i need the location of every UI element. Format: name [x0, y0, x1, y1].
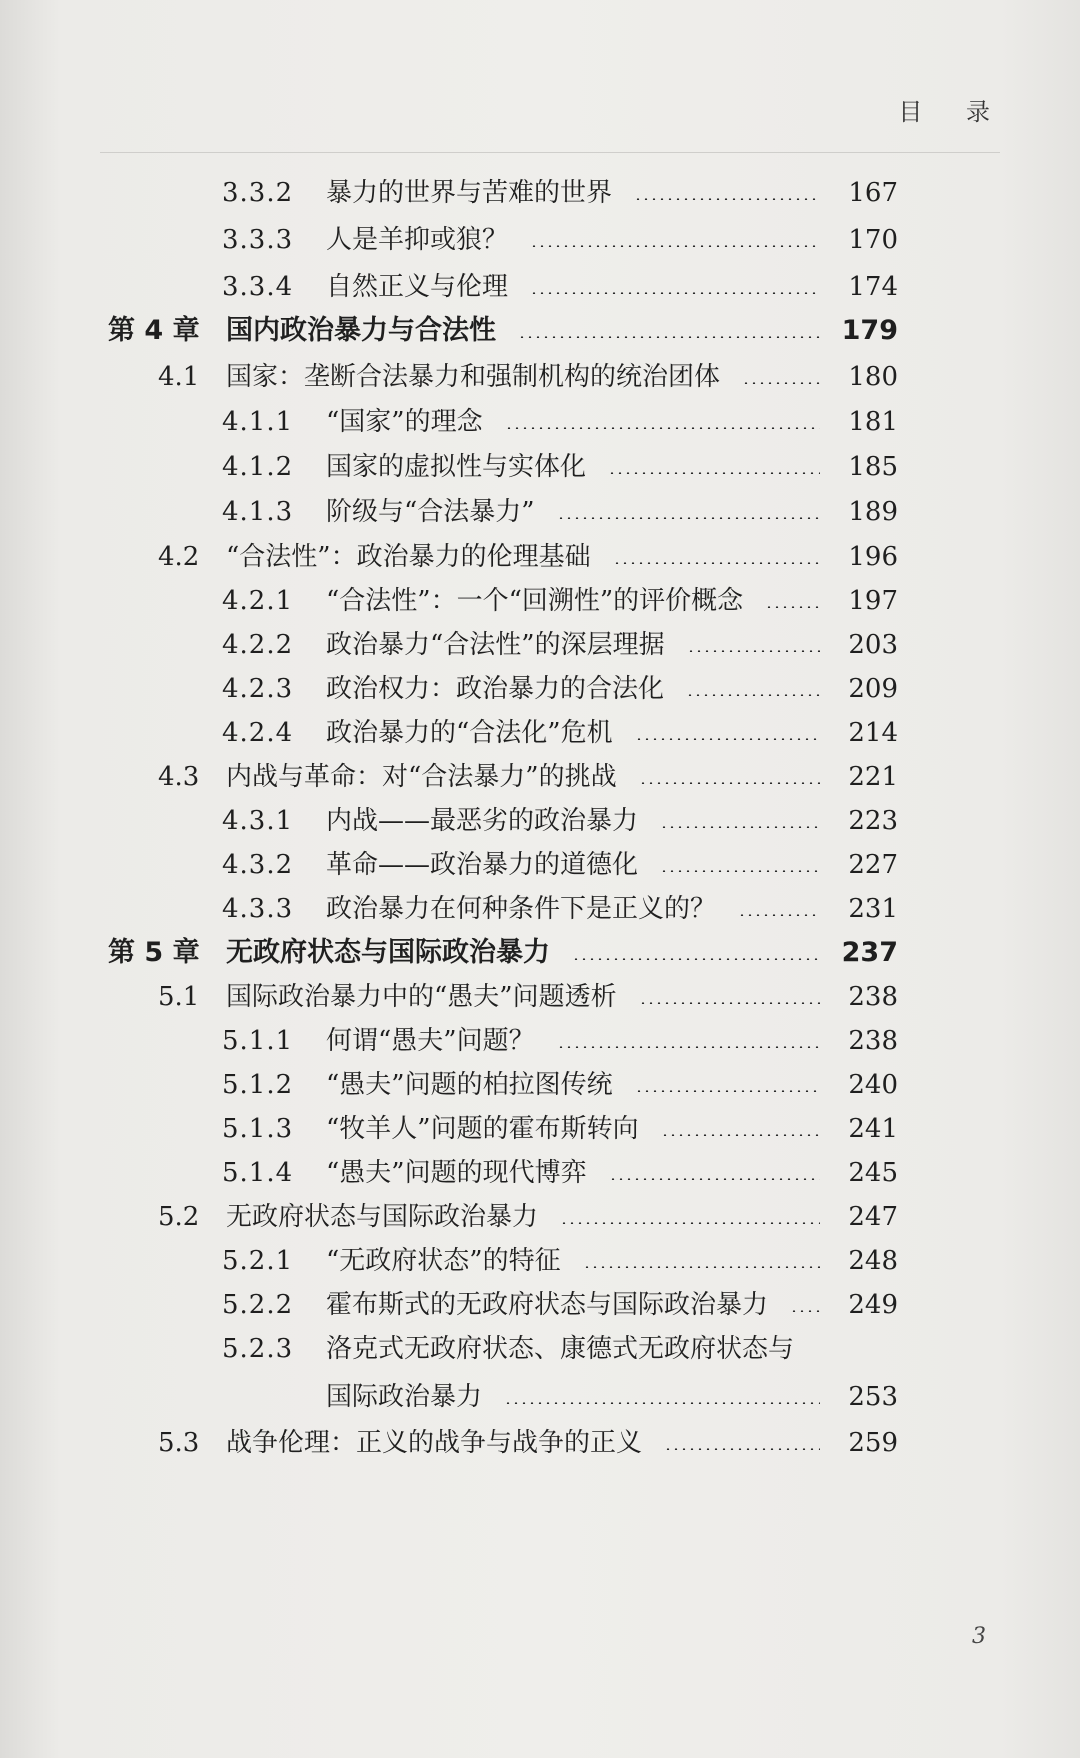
toc-entry-page: 238	[848, 1026, 898, 1056]
toc-entry-subsection	[222, 1096, 898, 1144]
toc-entry-page: 197	[848, 586, 898, 616]
toc-entry-page: 227	[848, 850, 898, 880]
toc-entry-page: 180	[848, 362, 898, 392]
toc-entry-number: 5.1.4	[222, 1158, 294, 1188]
toc-entry-title: “合法性”：一个“回溯性”的评价概念	[326, 586, 744, 616]
toc-entry-title: 人是羊抑或狼？	[326, 225, 509, 255]
toc-entry-title: “国家”的理念	[326, 407, 483, 437]
toc-entry-subsection	[222, 1228, 898, 1276]
page-number: 3	[972, 1624, 986, 1649]
toc-entry-subsection	[222, 1316, 898, 1364]
toc-entry-number: 4.1.3	[222, 497, 294, 527]
toc-entry-page: 185	[848, 452, 898, 482]
toc-entry-subsection	[222, 434, 898, 482]
dot-leader	[664, 1448, 820, 1450]
toc-entry-chapter	[108, 920, 898, 968]
toc-entry-title: 政治暴力“合法性”的深层理据	[326, 630, 665, 660]
toc-entry-page: 238	[848, 982, 898, 1012]
toc-entry-page: 247	[848, 1202, 898, 1232]
toc-entry-number: 第 5 章	[108, 937, 200, 968]
toc-entry-title: 国际政治暴力中的“愚夫”问题透析	[226, 982, 617, 1012]
toc-entry-subsection	[222, 612, 898, 660]
dot-leader	[661, 1134, 820, 1136]
dot-leader	[634, 198, 820, 200]
toc-entry-title: 国内政治暴力与合法性	[226, 315, 496, 346]
dot-leader	[608, 472, 820, 474]
toc-entry-title: 战争伦理：正义的战争与战争的正义	[226, 1428, 643, 1458]
toc-entry-subsection	[222, 788, 898, 836]
dot-leader	[557, 517, 820, 519]
toc-entry-number: 5.2.1	[222, 1246, 294, 1276]
toc-entry-page: 249	[848, 1290, 898, 1320]
toc-entry-title: “合法性”：政治暴力的伦理基础	[226, 542, 591, 572]
toc-entry-page: 245	[848, 1158, 898, 1188]
toc-entry-number: 4.2.4	[222, 718, 294, 748]
dot-leader	[765, 606, 820, 608]
toc-entry-number: 5.1	[158, 982, 200, 1012]
toc-entry-number: 5.3	[158, 1428, 200, 1458]
toc-entry-page: 214	[848, 718, 898, 748]
toc-entry-section	[158, 744, 898, 792]
toc-entry-title: 内战——最恶劣的政治暴力	[326, 806, 639, 836]
toc-entry-section	[158, 964, 898, 1012]
toc-entry-page: 174	[848, 272, 898, 302]
toc-entry-number: 4.3.2	[222, 850, 294, 880]
dot-leader	[530, 245, 820, 247]
dot-leader	[583, 1266, 820, 1268]
toc-entry-page: 259	[848, 1428, 898, 1458]
toc-entry-number: 5.2.2	[222, 1290, 294, 1320]
toc-entry-number: 3.3.3	[222, 225, 294, 255]
toc-entry-chapter	[108, 298, 898, 346]
toc-entry-page: 196	[848, 542, 898, 572]
toc-entry-title: 暴力的世界与苦难的世界	[326, 178, 613, 208]
dot-leader	[639, 1002, 820, 1004]
dot-leader	[572, 958, 820, 960]
toc-entry-subsection	[222, 389, 898, 437]
dot-leader	[518, 336, 820, 338]
toc-entry-subsection	[222, 876, 898, 924]
dot-leader	[635, 738, 820, 740]
toc-entry-section	[158, 344, 898, 392]
toc-entry-title: 国家的虚拟性与实体化	[326, 452, 587, 482]
toc-entry-page: 203	[848, 630, 898, 660]
toc-entry-number: 4.2.1	[222, 586, 294, 616]
toc-entry-page: 170	[848, 225, 898, 255]
toc-entry-number: 4.3	[158, 762, 200, 792]
toc-entry-section	[158, 524, 898, 572]
toc-entry-number: 4.1.1	[222, 407, 294, 437]
dot-leader	[738, 914, 820, 916]
toc-entry-number: 4.3.1	[222, 806, 294, 836]
toc-entry-subsection	[222, 160, 898, 208]
toc-entry-subsection	[222, 568, 898, 616]
dot-leader	[560, 1222, 820, 1224]
toc-entry-title: 自然正义与伦理	[326, 272, 509, 302]
toc-entry-number: 4.3.3	[222, 894, 294, 924]
toc-entry-title: 国际政治暴力	[326, 1382, 483, 1412]
dot-leader	[660, 826, 820, 828]
dot-leader	[660, 870, 820, 872]
toc-entry-page: 179	[841, 315, 898, 346]
toc-entry-number: 5.2	[158, 1202, 200, 1232]
toc-entry-number: 5.2.3	[222, 1334, 294, 1364]
toc-entry-subsection	[222, 656, 898, 704]
toc-entry-subsection	[222, 700, 898, 748]
toc-entry-number: 第 4 章	[108, 315, 200, 346]
toc-entry-section	[158, 1410, 898, 1458]
toc-entry-title: 何谓“愚夫”问题？	[326, 1026, 535, 1056]
toc-entry-section	[158, 1184, 898, 1232]
toc-entry-page: 181	[848, 407, 898, 437]
toc-entry-page: 221	[848, 762, 898, 792]
toc-entry-title: 阶级与“合法暴力”	[326, 497, 535, 527]
toc-entry-number: 4.1.2	[222, 452, 294, 482]
toc-entry-page: 240	[848, 1070, 898, 1100]
toc-entry-subsection	[222, 479, 898, 527]
toc-entry-number: 4.2	[158, 542, 200, 572]
toc-entry-title: “无政府状态”的特征	[326, 1246, 561, 1276]
toc-entry-title: 革命——政治暴力的道德化	[326, 850, 639, 880]
toc-entry-page: 209	[848, 674, 898, 704]
toc-entry-title: 政治暴力在何种条件下是正义的？	[326, 894, 717, 924]
dot-leader	[686, 694, 820, 696]
toc-entry-subsection	[222, 254, 898, 302]
toc-entry-page: 167	[848, 178, 898, 208]
toc-entry-title: “愚夫”问题的柏拉图传统	[326, 1070, 613, 1100]
dot-leader	[790, 1310, 820, 1312]
toc-entry-page: 237	[841, 937, 898, 968]
dot-leader	[742, 382, 820, 384]
toc-entry-page: 253	[848, 1382, 898, 1412]
toc-entry-subsection	[222, 1140, 898, 1188]
toc-entry-number: 4.1	[158, 362, 200, 392]
toc-entry-title: 洛克式无政府状态、康德式无政府状态与	[326, 1334, 795, 1364]
toc-entry-subsection	[222, 207, 898, 255]
toc-entry-page: 223	[848, 806, 898, 836]
toc-entry-page: 248	[848, 1246, 898, 1276]
dot-leader	[639, 782, 820, 784]
toc-entry-subsection	[222, 1008, 898, 1056]
toc-entry-subsection	[222, 1364, 898, 1412]
toc-entry-number: 4.2.2	[222, 630, 294, 660]
toc-entry-title: “牧羊人”问题的霍布斯转向	[326, 1114, 639, 1144]
toc-entry-subsection	[222, 832, 898, 880]
toc-entry-subsection	[222, 1272, 898, 1320]
toc-entry-title: “愚夫”问题的现代博弈	[326, 1158, 587, 1188]
toc-entry-number: 3.3.4	[222, 272, 294, 302]
dot-leader	[530, 292, 820, 294]
dot-leader	[613, 562, 820, 564]
dot-leader	[635, 1090, 820, 1092]
running-header: 目 录	[898, 98, 1008, 126]
toc-entry-page: 189	[848, 497, 898, 527]
dot-leader	[687, 650, 820, 652]
dot-leader	[505, 427, 820, 429]
toc-entry-number: 3.3.2	[222, 178, 294, 208]
toc-entry-title: 政治暴力的“合法化”危机	[326, 718, 613, 748]
toc-entry-number: 5.1.2	[222, 1070, 294, 1100]
dot-leader	[609, 1178, 820, 1180]
dot-leader	[557, 1046, 820, 1048]
toc-entry-title: 无政府状态与国际政治暴力	[226, 937, 550, 968]
toc-entry-number: 5.1.3	[222, 1114, 294, 1144]
toc-entry-subsection	[222, 1052, 898, 1100]
toc-entry-page: 241	[848, 1114, 898, 1144]
toc-entry-title: 霍布斯式的无政府状态与国际政治暴力	[326, 1290, 769, 1320]
toc-entry-title: 内战与革命：对“合法暴力”的挑战	[226, 762, 617, 792]
toc-entry-title: 政治权力：政治暴力的合法化	[326, 674, 665, 704]
header-rule	[100, 152, 1000, 153]
dot-leader	[504, 1402, 820, 1404]
toc-entry-number: 5.1.1	[222, 1026, 294, 1056]
toc-entry-title: 无政府状态与国际政治暴力	[226, 1202, 539, 1232]
toc-entry-title: 国家：垄断合法暴力和强制机构的统治团体	[226, 362, 721, 392]
toc-entry-page: 231	[848, 894, 898, 924]
toc-entry-number: 4.2.3	[222, 674, 294, 704]
